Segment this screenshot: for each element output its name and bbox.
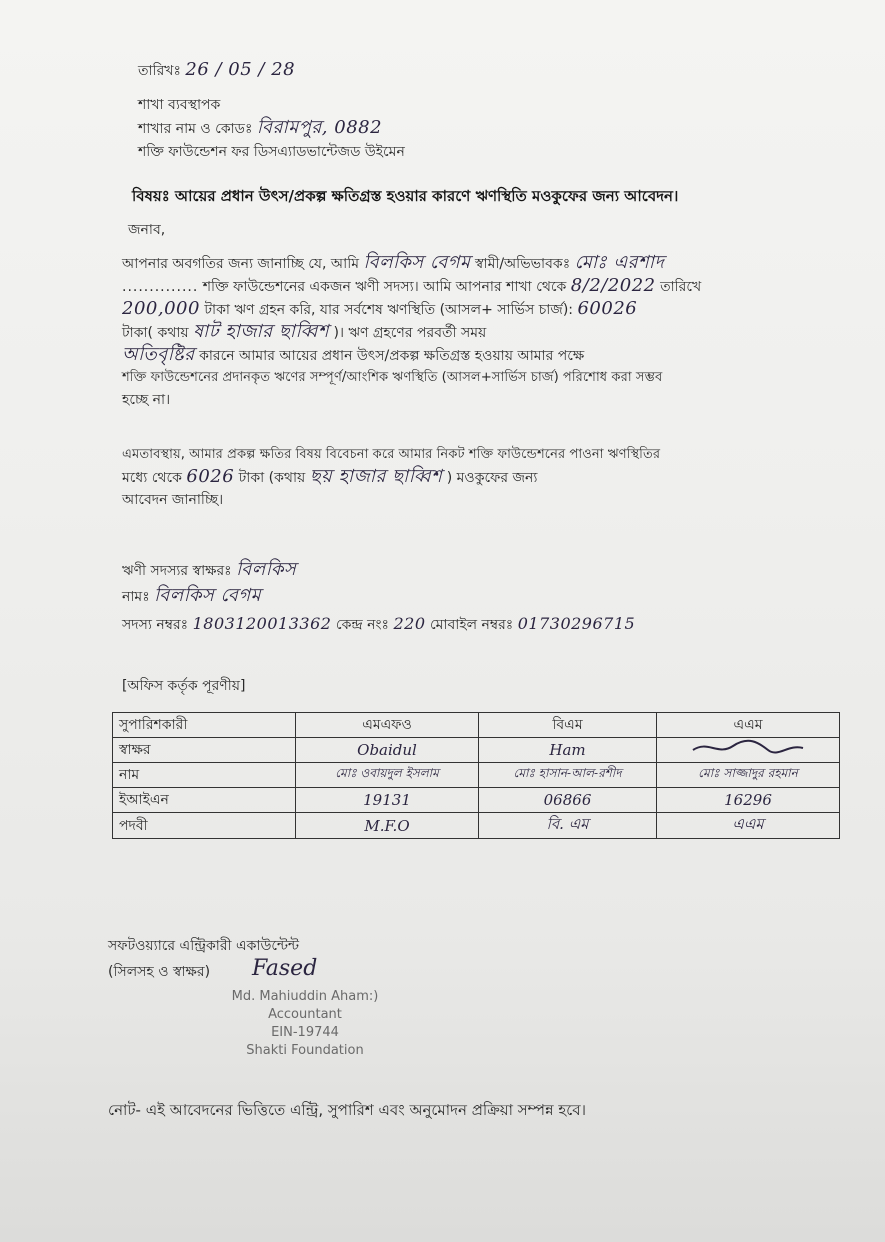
branch-value: বিরামপুর, 0882: [256, 117, 383, 138]
p1-text-j: হচ্ছে না।: [122, 392, 171, 408]
mfo-name: মোঃ ওবায়দুল ইসলাম: [296, 763, 479, 788]
center-no: 220: [393, 614, 426, 633]
footer-note: নোট- এই আবেদনের ভিত্তিতে এন্ট্রি, সুপারিশ এবং অনুমোদন প্রক্রিয়া সম্পন্ন হবে।: [108, 1101, 586, 1119]
table-header-row: [113, 713, 840, 738]
am-ein: 16296: [657, 788, 840, 813]
mfo-designation: M.F.O: [296, 813, 479, 839]
date-value: 26 / 05 / 28: [185, 59, 296, 80]
table-row: [113, 813, 840, 839]
p1-text-c: শক্তি ফাউন্ডেশনের একজন ঋণী সদস্য। আমি আপনার শাখা থেকে: [202, 279, 567, 295]
col-header-mfo: এমএফও: [296, 713, 479, 738]
am-name: মোঃ সাজ্জাদুর রহমান: [657, 763, 840, 788]
accountant-signature: Fased: [252, 956, 318, 981]
stamp-ein: EIN-19744: [271, 1025, 339, 1040]
member-signature-line: [122, 560, 296, 581]
branch-line: [138, 118, 382, 139]
member-no: 1803120013362: [192, 614, 332, 633]
waiver-amount: 6026: [186, 466, 235, 487]
loan-date: 8/2/2022: [570, 275, 656, 296]
am-signature: [657, 738, 840, 763]
row-label: স্বাক্ষর: [113, 738, 296, 763]
guardian-name: মোঃ এরশাদ: [574, 252, 665, 273]
salutation: জনাব,: [128, 222, 166, 238]
col-header-recommender: সুপারিশকারী: [113, 713, 296, 738]
p1-text-h: কারনে আমার আয়ের প্রধান উৎস/প্রকল্প ক্ষতিগ্রস্ত হওয়ায় আমার পক্ষে: [199, 348, 585, 364]
mfo-signature: Obaidul: [296, 738, 479, 763]
loan-amount: 200,000: [122, 298, 200, 319]
col-header-bm: বিএম: [479, 713, 657, 738]
bm-ein: 06866: [479, 788, 657, 813]
waiver-amount-words: ছয় হাজার ছাব্বিশ: [309, 466, 443, 487]
p1-text-f: টাকা( কথায়: [122, 325, 189, 341]
applicant-name: বিলকিস বেগম: [363, 252, 471, 273]
bm-name: মোঃ হাসান-আল-রশীদ: [479, 763, 657, 788]
stamp-name: Md. Mahiuddin Aham:): [231, 989, 379, 1004]
subject-line: বিষয়ঃ আয়ের প্রধান উৎস/প্রকল্প ক্ষতিগ্রস্ত হওয়ার কারণে ঋণস্থিতি মওকুফের জন্য আবেদন।: [132, 187, 679, 205]
member-no-label: সদস্য নম্বরঃ: [122, 617, 189, 633]
row-label: ইআইএন: [113, 788, 296, 813]
stamp-title: Accountant: [268, 1007, 342, 1022]
mobile-no: 01730296715: [517, 614, 636, 633]
office-table: [112, 712, 840, 839]
branch-label: শাখার নাম ও কোডঃ: [138, 121, 253, 137]
paragraph-1: আপনার অবগতির জন্য জানাচ্ছি যে, আমি বিলকিস বেগম স্বামী/অভিভাবকঃ মোঃ এরশাদ .............. শক্তি ফাউন্ডেশনের একজন ঋণী সদস্য। আমি আপনার শাখা থেকে 8/2/2022 তারিখে 200,000 টাকা ঋণ গ্রহন করি, যার সর্বশেষ ঋণস্থিতি (আসল+ সার্ভিস চার্জ): 60026 টাকা( কথায় ষাট হাজার ছাব্বিশ )। ঋণ গ্রহণের পরবর্তী সময় অতিবৃষ্টির কারনে আমার আয়ের প্রধান উৎস/প্রকল্প ক্ষতিগ্রস্ত হওয়ায় আমার পক্ষে শক্তি ফাউন্ডেশনের প্রদানকৃত ঋণের সম্পূর্ণ/আংশিক ঋণস্থিতি (আসল+সার্ভিস চার্জ) পরিশোধ করা সম্ভব হচ্ছে না।: [122, 252, 842, 411]
mfo-ein: 19131: [296, 788, 479, 813]
accountant-sub-label: (সিলসহ ও স্বাক্ষর): [108, 964, 211, 980]
am-designation: এএম: [657, 813, 840, 839]
center-label: কেন্দ্র নংঃ: [335, 617, 389, 633]
mobile-label: মোবাইল নম্বরঃ: [429, 617, 514, 633]
accountant-label: সফটওয়্যারে এন্ট্রিকারী একাউন্টেন্ট: [108, 938, 300, 954]
p1-text-d: তারিখে: [660, 279, 702, 295]
col-header-am: এএম: [657, 713, 840, 738]
organization-name: শক্তি ফাউন্ডেশন ফর ডিসএ্যাডভান্টেজড উইমেন: [138, 144, 405, 160]
table-row: [113, 763, 840, 788]
member-name-label: নামঃ: [122, 589, 150, 605]
member-numbers-line: [122, 614, 635, 635]
loan-balance: 60026: [577, 298, 638, 319]
loan-balance-words: ষাট হাজার ছাব্বিশ: [193, 321, 330, 342]
am-signature-scribble: [688, 738, 808, 758]
accountant-stamp: [210, 988, 400, 1060]
p1-text-e: টাকা ঋণ গ্রহন করি, যার সর্বশেষ ঋণস্থিতি (আসল+ সার্ভিস চার্জ):: [204, 302, 574, 318]
member-name: বিলকিস বেগম: [154, 585, 262, 606]
stamp-org: Shakti Foundation: [246, 1043, 364, 1058]
row-label: পদবী: [113, 813, 296, 839]
office-heading: [অফিস কর্তৃক পূরণীয়]: [122, 678, 246, 694]
p1-text-i: শক্তি ফাউন্ডেশনের প্রদানকৃত ঋণের সম্পূর্ণ/আংশিক ঋণস্থিতি (আসল+সার্ভিস চার্জ) পরিশোধ করা সম্ভব: [122, 370, 663, 385]
table-row: [113, 738, 840, 763]
p2-text-d: ) মওকুফের জন্য: [446, 470, 538, 486]
p2-text-a: এমতাবস্থায়, আমার প্রকল্প ক্ষতির বিষয় বিবেচনা করে আমার নিকট শক্তি ফাউন্ডেশনের পাওনা ঋণস্থিতির: [122, 447, 661, 462]
bm-signature: Ham: [479, 738, 657, 763]
p1-text-g: )। ঋণ গ্রহণের পরবর্তী সময়: [333, 325, 487, 341]
member-name-line: [122, 586, 261, 607]
p2-text-b: মধ্যে থেকে: [122, 470, 182, 486]
p2-text-e: আবেদন জানাচ্ছি।: [122, 492, 224, 508]
p2-text-c: টাকা (কথায়: [238, 470, 306, 486]
member-signature: বিলকিস: [236, 559, 297, 580]
p1-text-b: স্বামী/অভিভাবকঃ: [474, 256, 571, 272]
row-label: নাম: [113, 763, 296, 788]
bm-designation: বি. এম: [479, 813, 657, 839]
p1-text-a: আপনার অবগতির জন্য জানাচ্ছি যে, আমি: [122, 256, 360, 272]
paragraph-2: [122, 444, 842, 511]
damage-reason: অতিবৃষ্টির: [122, 344, 195, 365]
table-row: [113, 788, 840, 813]
date-line: [138, 60, 295, 81]
member-signature-label: ঋণী সদস্যর স্বাক্ষরঃ: [122, 563, 232, 579]
branch-manager-line: শাখা ব্যবস্থাপক: [138, 97, 221, 113]
date-label: তারিখঃ: [138, 63, 181, 79]
